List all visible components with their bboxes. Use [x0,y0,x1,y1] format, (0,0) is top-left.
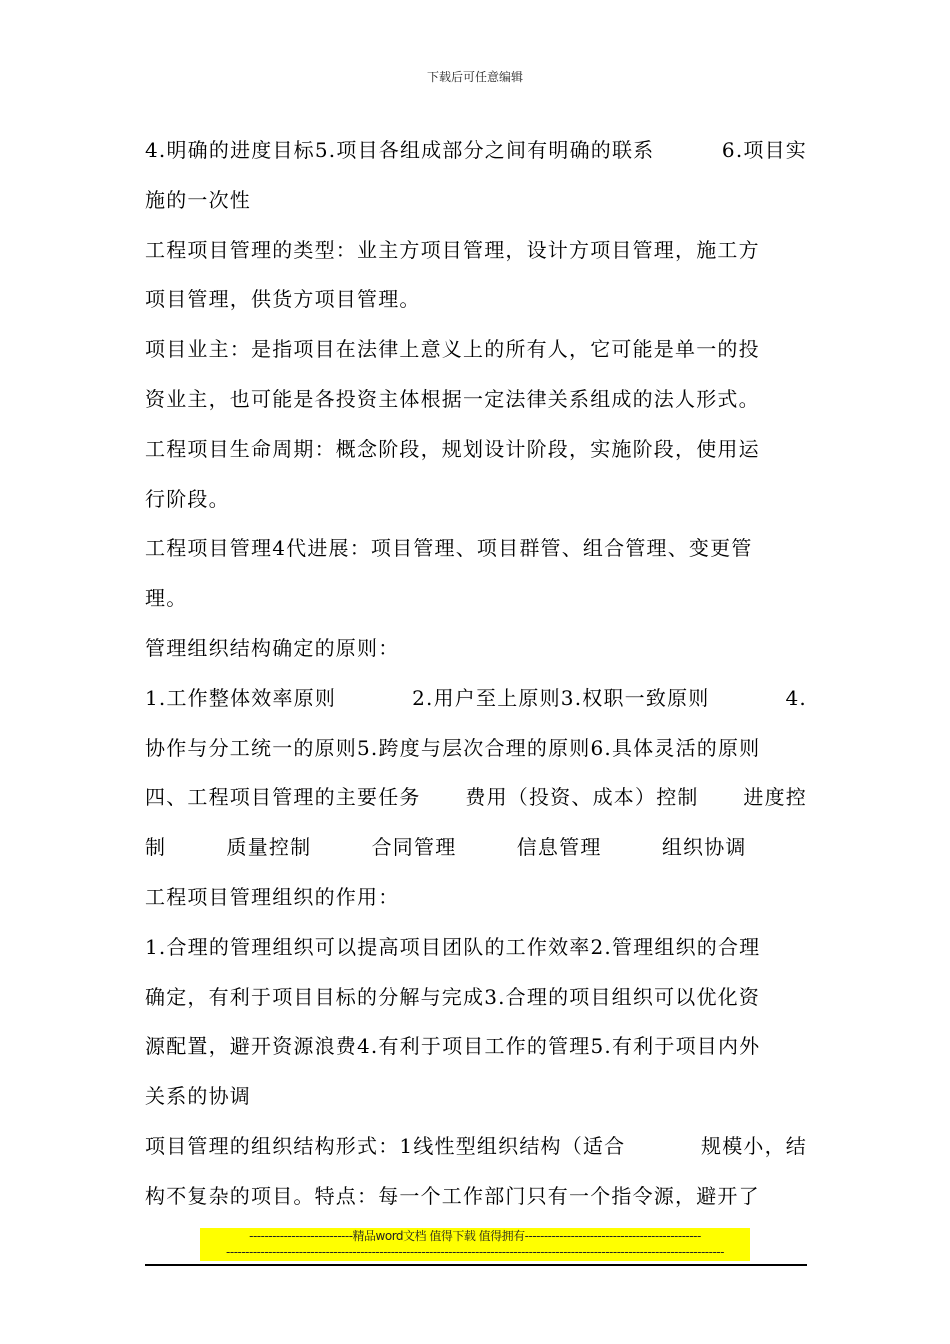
text-line [145,375,807,425]
text-segment: 规模小，结 [701,1133,807,1158]
text-segment: 工程项目生命周期：概念阶段，规划设计阶段，实施阶段，使用运 [145,436,760,461]
text-segment: 工程项目管理4代进展：项目管理、项目群管、组合管理、变更管 [145,536,753,561]
document-body [145,126,807,1222]
text-segment: 组织协调 [661,835,747,860]
text-segment: 6.项目实 [721,138,807,162]
text-line [145,425,807,475]
text-segment: 制 [145,835,167,860]
text-segment: 质量控制 [226,835,312,860]
text-segment: 1.合理的管理组织可以提高项目团队的工作效率2.管理组织的合理 [145,934,761,959]
text-line [145,475,807,525]
text-segment: 管理组织结构确定的原则： [145,635,400,660]
text-line [145,226,807,276]
text-segment: 项目管理，供货方项目管理。 [145,287,421,312]
text-line [145,1122,807,1172]
text-segment: 工程项目管理组织的作用： [145,884,400,909]
text-segment: 项目管理的组织结构形式：1线性型组织结构（适合 [145,1133,626,1158]
text-line [145,325,807,375]
text-segment: 2.用户至上原则3.权职一致原则 [412,685,710,710]
text-segment: 资业主，也可能是各投资主体根据一定法律关系组成的法人形式。 [145,386,760,411]
footer-banner-line: ---------------------------------------------------------------------------------------------------------------------------------- [226,1245,724,1259]
text-line [145,176,807,226]
text-line [145,773,807,823]
text-line [145,873,807,923]
text-segment: 合同管理 [371,835,457,860]
page-header: 下载后可任意编辑 [426,70,523,84]
footer-divider [145,1264,807,1266]
text-segment: 项目业主：是指项目在法律上意义上的所有人，它可能是单一的投 [145,337,760,362]
text-segment: 费用（投资、成本）控制 [465,785,699,810]
text-segment: 4.明确的进度目标5.项目各组成部分之间有明确的联系 [145,138,655,162]
text-line [145,1172,807,1222]
text-segment: 构不复杂的项目。特点：每一个工作部门只有一个指令源，避开了 [145,1183,760,1208]
text-line [145,823,807,873]
text-segment: 信息管理 [516,835,602,860]
text-line [145,624,807,674]
text-segment: 确定，有利于项目目标的分解与完成3.合理的项目组织可以优化资 [145,984,761,1009]
text-line [145,574,807,624]
text-line [145,1022,807,1072]
text-line [145,724,807,774]
footer-banner-line: ---------------------------精品word文档 值得下载 值得拥有---------------------------------------------- [249,1229,701,1243]
text-segment: 4. [785,685,807,710]
text-segment: 协作与分工统一的原则5.跨度与层次合理的原则6.具体灵活的原则 [145,735,761,760]
text-line [145,674,807,724]
text-segment: 施的一次性 [145,187,251,212]
text-line [145,923,807,973]
text-segment: 四、工程项目管理的主要任务 [145,785,421,810]
text-line [145,126,807,176]
text-line [145,275,807,325]
text-segment: 理。 [145,586,188,611]
text-line [145,973,807,1023]
footer-banner [200,1228,750,1261]
text-segment: 行阶段。 [145,486,230,511]
text-segment: 1.工作整体效率原则 [145,685,337,710]
text-segment: 关系的协调 [145,1084,251,1109]
text-segment: 工程项目管理的类型：业主方项目管理，设计方项目管理，施工方 [145,237,760,262]
text-line [145,524,807,574]
text-segment: 进度控 [743,785,807,810]
text-line [145,1072,807,1122]
text-segment: 源配置，避开资源浪费4.有利于项目工作的管理5.有利于项目内外 [145,1034,761,1059]
